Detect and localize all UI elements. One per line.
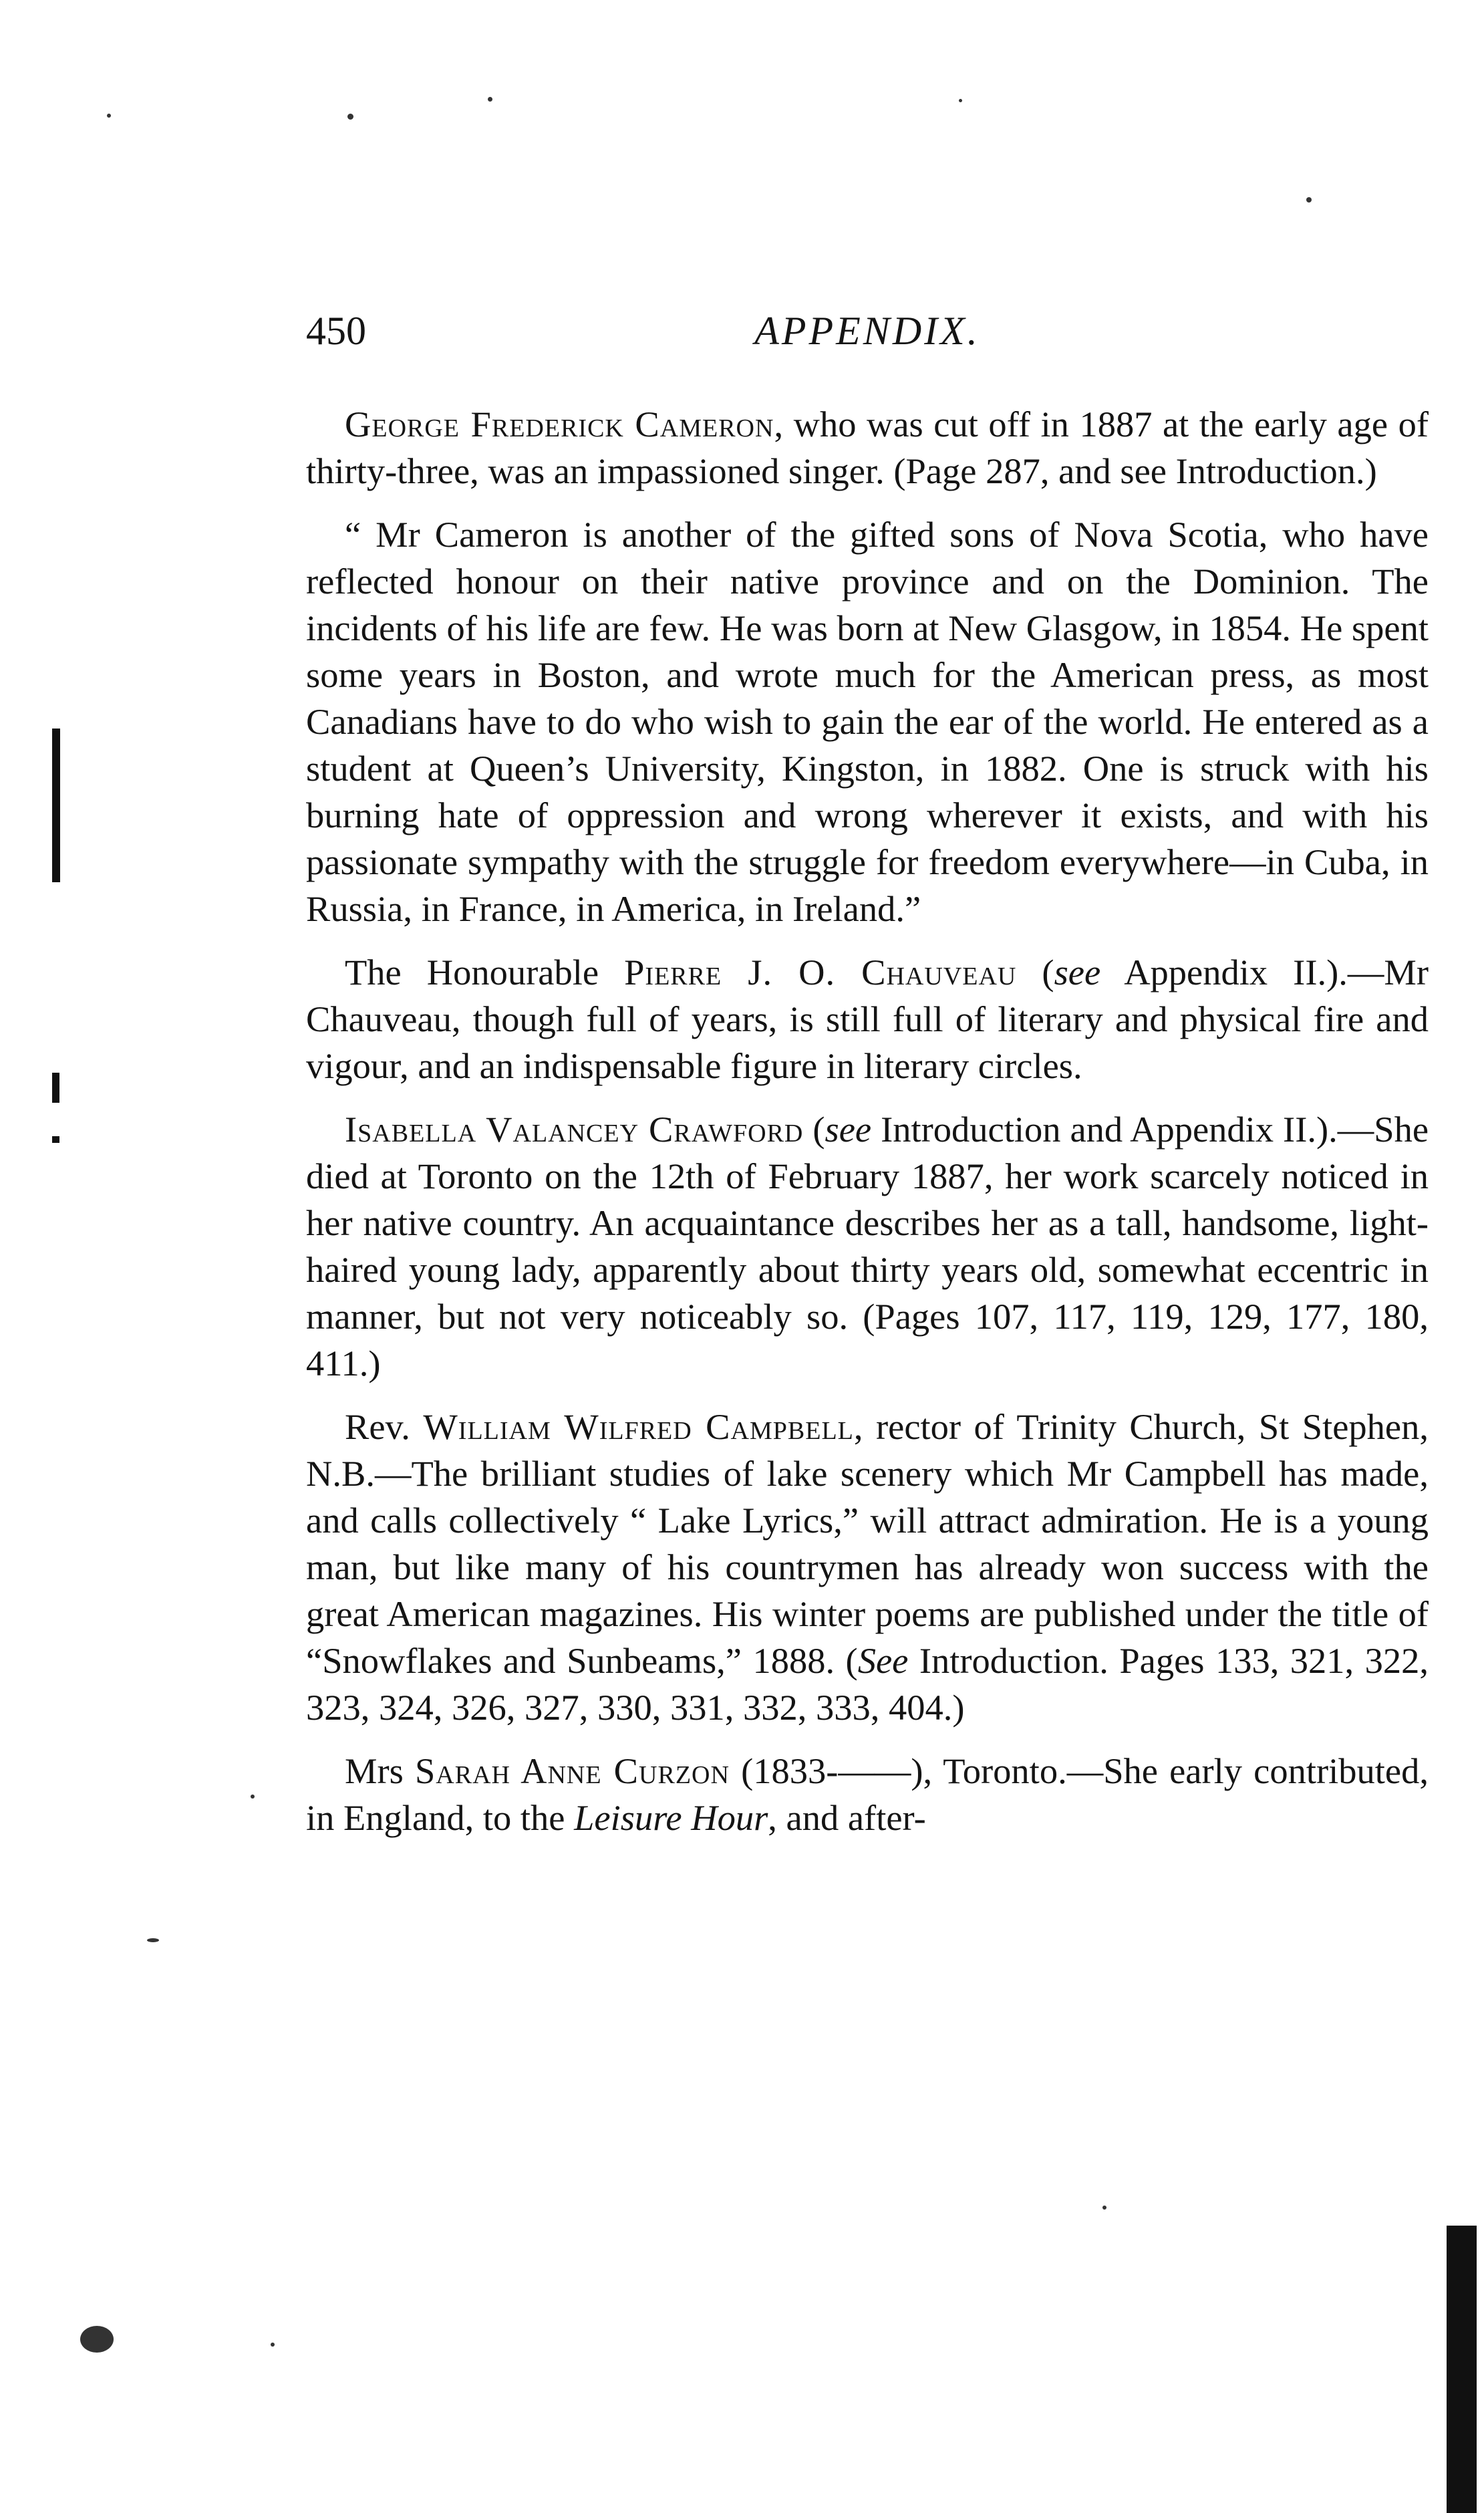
speck bbox=[271, 2343, 275, 2347]
italic-text: see bbox=[1054, 952, 1101, 993]
scan-mark-left-dash bbox=[52, 1136, 59, 1143]
speck bbox=[1306, 197, 1312, 203]
body-text: Introduction. Pages 133, 321, 322, 323, 324, 326, 327, 330, 331, 332, 333, 404.) bbox=[306, 1640, 1429, 1728]
cameron-quote-paragraph bbox=[306, 511, 1429, 932]
italic-text: Leisure Hour bbox=[574, 1797, 768, 1838]
person-name: Sarah Anne Curzon bbox=[414, 1750, 730, 1791]
body-text: (1833-——), Toronto.—She early contributed, in England, to the bbox=[306, 1750, 1429, 1838]
body-text: Introduction and Appendix II.).—She died at Toronto on the 12th of February 1887, her work scarcely noticed in her native country. An acquaintance describes her as a tall, handsome, light-haired young lady, apparently about thirty years old, somewhat eccentric in manner, but not very noticeably so. (Pages 107, 117, 119, 129, 177, 180, 411.) bbox=[306, 1109, 1429, 1383]
page-header bbox=[306, 301, 1429, 361]
speck bbox=[347, 114, 353, 120]
speck bbox=[251, 1795, 255, 1799]
speck bbox=[488, 97, 492, 102]
person-name: Pierre J. O. Chauveau bbox=[624, 952, 1017, 993]
text-body bbox=[306, 401, 1429, 1858]
body-text: Appendix II.).—Mr Chauveau, though full of years, is still full of literary and physical fire and vigour, and an indispensable figure in literary circles. bbox=[306, 952, 1429, 1086]
campbell-entry-paragraph bbox=[306, 1404, 1429, 1731]
body-text: Mrs bbox=[345, 1750, 415, 1791]
scan-mark-left-mid bbox=[52, 1073, 59, 1103]
body-text: ( bbox=[1016, 952, 1054, 993]
speck bbox=[147, 1938, 159, 1942]
body-text: The Honourable bbox=[345, 952, 625, 993]
cameron-entry-paragraph bbox=[306, 401, 1429, 495]
body-text: , who was cut off in 1887 at the early age of thirty-three, was an impassioned singer. (Page 287, and see Introduction.) bbox=[306, 404, 1429, 491]
speck bbox=[107, 114, 111, 118]
chauveau-entry-paragraph bbox=[306, 949, 1429, 1089]
italic-text: see bbox=[825, 1109, 872, 1150]
person-name: William Wilfred Campbell bbox=[423, 1406, 854, 1447]
body-text: “ Mr Cameron is another of the gifted sons of Nova Scotia, who have reflected honour on their native province and on the Dominion. The incidents of his life are few. He was born at New Glasgow, in 1854. He spent some years in Boston, and wrote much for the American press, as most Canadians have to do who wish to gain the ear of the world. He entered as a student at Queen’s University, Kingston, in 1882. One is struck with his burning hate of oppression and wrong wherever it exists, and with his passionate sympathy with the struggle for freedom everywhere—in Cuba, in Russia, in France, in America, in Ireland.” bbox=[306, 514, 1429, 929]
body-text: , and after- bbox=[768, 1797, 926, 1838]
speck bbox=[1102, 2206, 1106, 2210]
person-name: George Frederick Cameron bbox=[345, 404, 774, 444]
speck bbox=[959, 99, 962, 102]
italic-text: See bbox=[857, 1640, 909, 1681]
page-number: 450 bbox=[306, 309, 366, 353]
body-text: Rev. bbox=[345, 1406, 424, 1447]
person-name: Isabella Valancey Crawford bbox=[345, 1109, 804, 1150]
body-text: , rector of Trinity Church, St Stephen, N.B.—The brilliant studies of lake scenery which Mr Campbell has made, and calls collectively “ Lake Lyrics,” will attract admiration. He is a young man, but like many of his countrymen has already won success with the great American magazines. His winter poems are published under the title of “Snowflakes and Sunbeams,” 1888. ( bbox=[306, 1406, 1429, 1681]
curzon-entry-paragraph bbox=[306, 1748, 1429, 1841]
scan-mark-right-bottom bbox=[1447, 2226, 1477, 2513]
crawford-entry-paragraph bbox=[306, 1106, 1429, 1387]
speck bbox=[80, 2326, 114, 2353]
running-title: APPENDIX. bbox=[754, 309, 980, 353]
scan-mark-left-top bbox=[52, 729, 60, 882]
body-text: ( bbox=[803, 1109, 825, 1150]
